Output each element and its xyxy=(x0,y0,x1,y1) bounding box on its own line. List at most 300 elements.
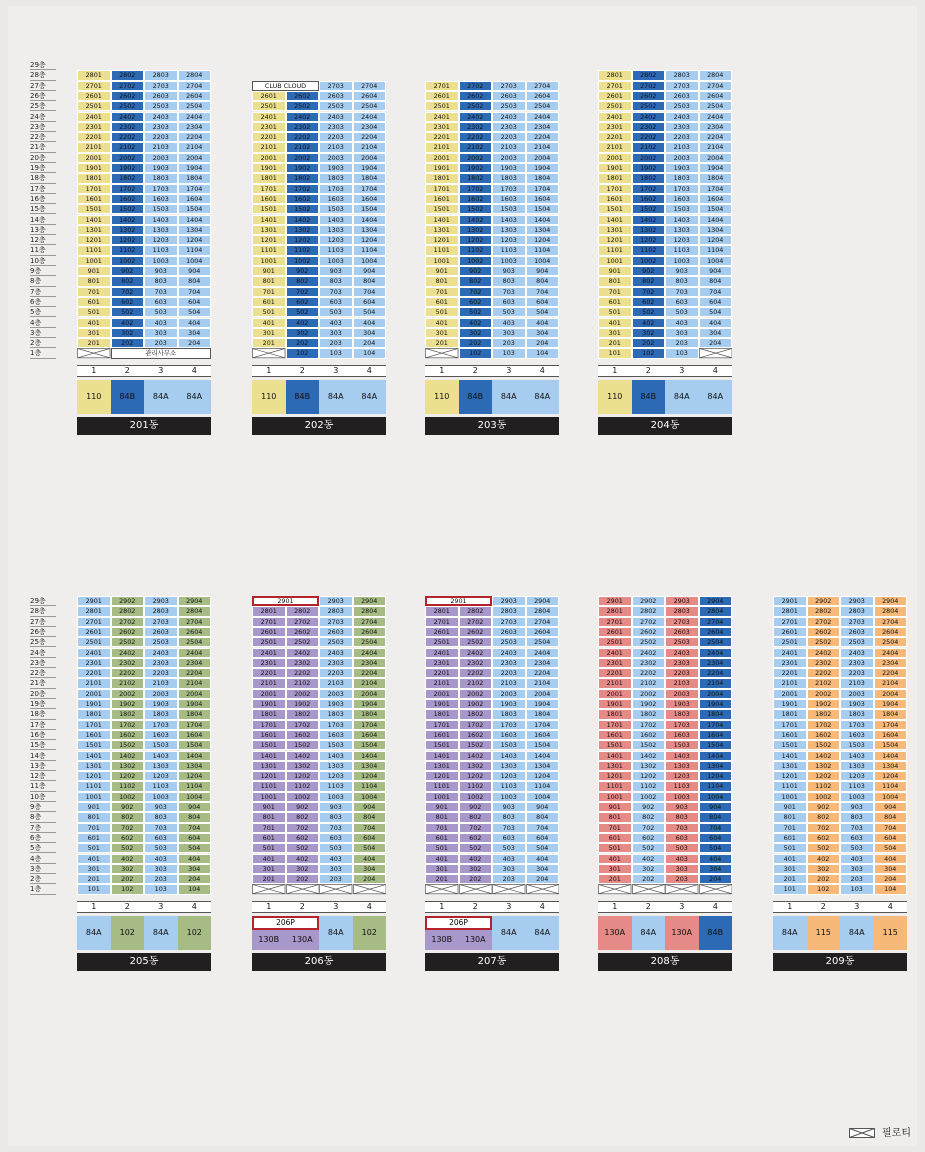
unit-cell: 603 xyxy=(144,297,178,307)
unit-cell: 402 xyxy=(286,318,320,328)
unit-cell: 302 xyxy=(111,328,145,338)
unit-cell: 1902 xyxy=(632,163,666,173)
unit-cell: 1304 xyxy=(874,761,908,771)
unit-cell: 1504 xyxy=(526,204,560,214)
unit-cell: 1404 xyxy=(699,751,733,761)
unit-cell: 1301 xyxy=(77,225,111,235)
unit-cell: 2304 xyxy=(526,658,560,668)
unit-cell: 2201 xyxy=(77,132,111,142)
unit-cell: 1802 xyxy=(111,709,145,719)
floor-label: 9층 xyxy=(30,802,56,812)
penthouse-type: 206P xyxy=(425,916,492,930)
unit-cell: 1401 xyxy=(77,215,111,225)
unit-cell: 1301 xyxy=(598,225,632,235)
unit-cell: 1701 xyxy=(77,184,111,194)
unit-cell: 101 xyxy=(598,348,632,358)
unit-cell: 2903 xyxy=(492,596,526,606)
unit-cell: 904 xyxy=(178,802,212,812)
unit-cell: 2301 xyxy=(598,658,632,668)
unit-cell: 2802 xyxy=(632,606,666,616)
unit-cell: 1502 xyxy=(286,204,320,214)
unit-cell: 301 xyxy=(598,864,632,874)
unit-cell: 401 xyxy=(598,854,632,864)
unit-cell: 2803 xyxy=(665,70,699,80)
unit-cell: 701 xyxy=(77,823,111,833)
unit-cell: 1801 xyxy=(425,709,459,719)
unit-type: 84A xyxy=(353,380,387,414)
unit-cell: 1002 xyxy=(111,256,145,266)
unit-cell: 703 xyxy=(665,823,699,833)
line-number: 4 xyxy=(191,365,197,375)
unit-cell: 2002 xyxy=(286,689,320,699)
unit-cell: 1501 xyxy=(598,204,632,214)
unit-cell: 2003 xyxy=(492,689,526,699)
unit-cell: 2201 xyxy=(425,132,459,142)
building-name: 209동 xyxy=(773,953,907,971)
unit-cell: 2302 xyxy=(632,658,666,668)
unit-cell: 2302 xyxy=(111,658,145,668)
unit-cell: 2703 xyxy=(665,617,699,627)
unit-cell: 1702 xyxy=(286,720,320,730)
unit-cell: 702 xyxy=(632,823,666,833)
unit-cell: 2101 xyxy=(773,678,807,688)
unit-cell: 2701 xyxy=(773,617,807,627)
unit-cell: 1003 xyxy=(319,256,353,266)
unit-cell: 1101 xyxy=(598,781,632,791)
unit-cell: 2103 xyxy=(319,142,353,152)
unit-cell: 1902 xyxy=(807,699,841,709)
unit-cell: 1203 xyxy=(492,771,526,781)
line-number: 1 xyxy=(787,901,793,911)
floor-label: 20층 xyxy=(30,689,56,699)
unit-cell: 2302 xyxy=(286,122,320,132)
unit-cell: 2101 xyxy=(425,142,459,152)
unit-cell: 2303 xyxy=(319,122,353,132)
unit-cell: 1201 xyxy=(252,235,286,245)
unit-cell: 2303 xyxy=(665,658,699,668)
unit-cell: 301 xyxy=(252,328,286,338)
unit-cell: 2203 xyxy=(492,668,526,678)
unit-cell: 903 xyxy=(144,802,178,812)
unit-cell: 1701 xyxy=(252,720,286,730)
unit-cell: 1304 xyxy=(353,225,387,235)
unit-cell: 1904 xyxy=(699,699,733,709)
unit-type: 84A xyxy=(632,916,666,950)
unit-cell: 1201 xyxy=(77,771,111,781)
unit-cell: 2303 xyxy=(840,658,874,668)
unit-cell: 2401 xyxy=(425,648,459,658)
unit-cell: 1904 xyxy=(178,699,212,709)
unit-cell: 2104 xyxy=(526,678,560,688)
unit-cell: 2702 xyxy=(459,617,493,627)
unit-cell: 1203 xyxy=(840,771,874,781)
unit-cell: 2104 xyxy=(353,142,387,152)
unit-cell: 2201 xyxy=(252,132,286,142)
unit-cell: 1604 xyxy=(526,194,560,204)
unit-cell: 2001 xyxy=(425,153,459,163)
unit-cell: 1601 xyxy=(598,730,632,740)
unit-cell: 2204 xyxy=(178,668,212,678)
unit-cell: 804 xyxy=(526,276,560,286)
unit-cell: 703 xyxy=(144,287,178,297)
unit-cell: 1304 xyxy=(178,225,212,235)
unit-cell: 2502 xyxy=(807,637,841,647)
unit-cell: 703 xyxy=(665,287,699,297)
unit-cell: 2302 xyxy=(807,658,841,668)
unit-cell: 1502 xyxy=(459,204,493,214)
unit-cell: 1902 xyxy=(111,699,145,709)
unit-cell: 2403 xyxy=(492,112,526,122)
unit-cell: 1401 xyxy=(77,751,111,761)
unit-cell: 2604 xyxy=(699,627,733,637)
unit-cell: 2003 xyxy=(665,689,699,699)
unit-cell: 2304 xyxy=(699,658,733,668)
unit-cell: 1302 xyxy=(111,225,145,235)
line-number: 1 xyxy=(612,901,618,911)
floor-label: 27층 xyxy=(30,81,56,91)
unit-cell: 2904 xyxy=(178,596,212,606)
floor-label: 9층 xyxy=(30,266,56,276)
unit-cell: 1301 xyxy=(425,225,459,235)
unit-cell: 2803 xyxy=(144,70,178,80)
unit-cell: 2504 xyxy=(874,637,908,647)
unit-cell: 2902 xyxy=(111,596,145,606)
unit-cell: 501 xyxy=(77,307,111,317)
unit-cell: 2103 xyxy=(665,142,699,152)
unit-cell: 701 xyxy=(598,823,632,833)
unit-cell: 1602 xyxy=(111,730,145,740)
unit-cell: 1001 xyxy=(425,792,459,802)
unit-cell: 2504 xyxy=(178,637,212,647)
unit-cell: 1402 xyxy=(111,751,145,761)
unit-cell: 2004 xyxy=(526,689,560,699)
unit-cell: 604 xyxy=(178,297,212,307)
unit-cell: 301 xyxy=(425,328,459,338)
unit-cell: 901 xyxy=(77,802,111,812)
unit-cell: 1204 xyxy=(178,235,212,245)
unit-cell: 1902 xyxy=(459,699,493,709)
unit-cell: 1503 xyxy=(319,204,353,214)
unit-cell: 2401 xyxy=(598,112,632,122)
unit-cell: 2402 xyxy=(632,112,666,122)
unit-cell: 2703 xyxy=(319,81,353,91)
unit-cell: 2304 xyxy=(353,658,387,668)
unit-cell: 1604 xyxy=(178,194,212,204)
unit-cell: 304 xyxy=(178,328,212,338)
unit-cell: 1704 xyxy=(699,184,733,194)
floor-label: 3층 xyxy=(30,328,56,338)
unit-type: 130A xyxy=(598,916,632,950)
unit-cell: 303 xyxy=(319,328,353,338)
unit-cell: 904 xyxy=(178,266,212,276)
unit-cell: 2501 xyxy=(598,101,632,111)
penthouse-type: 206P xyxy=(252,916,319,930)
unit-cell: 2001 xyxy=(598,153,632,163)
unit-cell: 1801 xyxy=(598,709,632,719)
unit-cell: 2404 xyxy=(526,112,560,122)
line-number: 4 xyxy=(366,901,372,911)
unit-cell: 1603 xyxy=(319,194,353,204)
unit-cell: 1204 xyxy=(353,235,387,245)
piloti-cell xyxy=(252,348,286,358)
unit-cell: 1702 xyxy=(459,720,493,730)
line-numbers xyxy=(598,365,732,377)
unit-cell: 202 xyxy=(807,874,841,884)
unit-cell: 2502 xyxy=(286,637,320,647)
line-number: 3 xyxy=(679,365,685,375)
unit-cell: 1901 xyxy=(598,699,632,709)
unit-cell: 2902 xyxy=(807,596,841,606)
unit-cell: 603 xyxy=(840,833,874,843)
unit-cell: 804 xyxy=(353,276,387,286)
unit-type: 84B xyxy=(699,916,733,950)
unit-cell: 404 xyxy=(699,854,733,864)
unit-cell: 502 xyxy=(286,843,320,853)
unit-cell: 2603 xyxy=(492,91,526,101)
unit-cell: 503 xyxy=(319,843,353,853)
unit-cell: 602 xyxy=(111,297,145,307)
unit-cell: 1301 xyxy=(598,761,632,771)
unit-cell: 301 xyxy=(77,328,111,338)
unit-cell: 2202 xyxy=(459,668,493,678)
unit-cell: 1803 xyxy=(840,709,874,719)
unit-cell: 603 xyxy=(319,833,353,843)
unit-cell: 1804 xyxy=(526,173,560,183)
unit-cell: 804 xyxy=(699,812,733,822)
unit-cell: 1002 xyxy=(459,256,493,266)
unit-cell: 2202 xyxy=(632,132,666,142)
line-number: 1 xyxy=(91,901,97,911)
unit-cell: 402 xyxy=(632,318,666,328)
unit-cell: 601 xyxy=(77,297,111,307)
unit-types xyxy=(598,380,732,414)
unit-cell: 104 xyxy=(874,884,908,894)
unit-cell: 1102 xyxy=(632,781,666,791)
unit-cell: 203 xyxy=(319,874,353,884)
unit-cell: 401 xyxy=(252,318,286,328)
unit-cell: 1703 xyxy=(144,720,178,730)
unit-cell: 702 xyxy=(807,823,841,833)
unit-cell: 2402 xyxy=(286,648,320,658)
unit-cell: 2502 xyxy=(459,637,493,647)
unit-cell: 503 xyxy=(144,307,178,317)
unit-cell: 1103 xyxy=(319,245,353,255)
unit-cell: 601 xyxy=(425,297,459,307)
unit-cell: 1901 xyxy=(252,699,286,709)
unit-cell: 2204 xyxy=(699,668,733,678)
unit-cell: 904 xyxy=(526,802,560,812)
unit-cell: 604 xyxy=(526,297,560,307)
unit-cell: 2704 xyxy=(699,81,733,91)
unit-cell: 2401 xyxy=(77,648,111,658)
unit-cell: 2102 xyxy=(807,678,841,688)
unit-cell: 401 xyxy=(252,854,286,864)
unit-cell: 1501 xyxy=(598,740,632,750)
unit-cell: 1103 xyxy=(840,781,874,791)
unit-cell: 301 xyxy=(252,864,286,874)
unit-cell: 1402 xyxy=(459,751,493,761)
unit-cell: 2801 xyxy=(252,606,286,616)
line-number: 2 xyxy=(820,901,826,911)
unit-cell: 1603 xyxy=(492,730,526,740)
unit-cell: 1201 xyxy=(252,771,286,781)
unit-cell: 2703 xyxy=(144,617,178,627)
unit-cell: 304 xyxy=(178,864,212,874)
floor-label: 28층 xyxy=(30,606,56,616)
unit-cell: 1701 xyxy=(425,184,459,194)
unit-cell: 2801 xyxy=(77,606,111,616)
unit-type: 130A xyxy=(286,930,320,950)
unit-type: 84A xyxy=(840,916,874,950)
floor-label: 22층 xyxy=(30,668,56,678)
unit-type: 110 xyxy=(598,380,632,414)
unit-cell: 1601 xyxy=(77,730,111,740)
unit-cell: 2204 xyxy=(874,668,908,678)
unit-cell: 2602 xyxy=(632,91,666,101)
unit-cell: 1003 xyxy=(492,792,526,802)
unit-cell: 902 xyxy=(111,802,145,812)
unit-cell: 2202 xyxy=(459,132,493,142)
unit-cell: 2903 xyxy=(319,596,353,606)
unit-cell: 802 xyxy=(286,812,320,822)
unit-cell: 201 xyxy=(77,338,111,348)
unit-cell: 1001 xyxy=(77,256,111,266)
unit-cell: 1101 xyxy=(77,781,111,791)
unit-cell: 2702 xyxy=(632,617,666,627)
floor-label: 18층 xyxy=(30,709,56,719)
unit-cell: 802 xyxy=(807,812,841,822)
unit-cell: 903 xyxy=(319,266,353,276)
floor-label: 14층 xyxy=(30,215,56,225)
unit-cell: 702 xyxy=(111,287,145,297)
unit-cell: 204 xyxy=(699,338,733,348)
floor-label: 13층 xyxy=(30,761,56,771)
unit-cell: 2203 xyxy=(665,668,699,678)
unit-cell: 1003 xyxy=(144,792,178,802)
line-number: 3 xyxy=(158,365,164,375)
unit-cell: 1804 xyxy=(178,173,212,183)
unit-cell: 604 xyxy=(699,833,733,843)
building-name: 203동 xyxy=(425,417,559,435)
legend xyxy=(849,1124,911,1139)
unit-cell: 2101 xyxy=(77,142,111,152)
unit-type: 130B xyxy=(252,930,286,950)
line-number: 4 xyxy=(539,365,545,375)
unit-cell: 2004 xyxy=(526,153,560,163)
unit-cell: 2701 xyxy=(598,81,632,91)
unit-cell: 202 xyxy=(286,874,320,884)
unit-cell: 1003 xyxy=(319,792,353,802)
unit-cell: 2804 xyxy=(178,70,212,80)
unit-cell: 2403 xyxy=(144,648,178,658)
unit-cell: 2804 xyxy=(699,70,733,80)
unit-cell: 2403 xyxy=(665,648,699,658)
unit-cell: 1401 xyxy=(425,215,459,225)
unit-cell: 1502 xyxy=(111,204,145,214)
unit-cell: 1001 xyxy=(252,256,286,266)
unit-cell: 902 xyxy=(807,802,841,812)
unit-cell: 304 xyxy=(874,864,908,874)
unit-cell: 802 xyxy=(459,812,493,822)
unit-cell: 1303 xyxy=(319,225,353,235)
unit-cell: 2604 xyxy=(353,91,387,101)
unit-cell: 2504 xyxy=(353,637,387,647)
unit-cell: 1503 xyxy=(665,740,699,750)
unit-cell: 1001 xyxy=(598,792,632,802)
unit-cell: 801 xyxy=(77,812,111,822)
unit-cell: 1103 xyxy=(492,245,526,255)
unit-cell: 1904 xyxy=(526,163,560,173)
unit-cell: 2002 xyxy=(459,689,493,699)
unit-cell: 2402 xyxy=(807,648,841,658)
unit-cell: 1401 xyxy=(598,751,632,761)
unit-cell: 704 xyxy=(178,287,212,297)
unit-cell: 1603 xyxy=(492,194,526,204)
unit-cell: 101 xyxy=(773,884,807,894)
unit-cell: 503 xyxy=(144,843,178,853)
unit-type: 84B xyxy=(632,380,666,414)
unit-cell: 1202 xyxy=(459,235,493,245)
unit-cell: 903 xyxy=(665,266,699,276)
unit-cell: 2103 xyxy=(492,678,526,688)
unit-cell: 2301 xyxy=(77,122,111,132)
unit-cell: 2904 xyxy=(526,596,560,606)
unit-cell: 2602 xyxy=(459,91,493,101)
unit-type: 84A xyxy=(773,916,807,950)
unit-cell: 2304 xyxy=(178,122,212,132)
unit-types xyxy=(773,916,907,950)
unit-type: 84A xyxy=(178,380,212,414)
unit-cell: 302 xyxy=(286,328,320,338)
unit-cell: 2604 xyxy=(526,91,560,101)
unit-cell: 502 xyxy=(459,843,493,853)
unit-cell: 603 xyxy=(319,297,353,307)
unit-cell: 802 xyxy=(111,276,145,286)
unit-cell: 701 xyxy=(425,287,459,297)
unit-cell: 402 xyxy=(111,318,145,328)
unit-cell: 2201 xyxy=(773,668,807,678)
unit-cell: 104 xyxy=(526,348,560,358)
unit-cell: 1804 xyxy=(353,173,387,183)
unit-cell: 1802 xyxy=(286,173,320,183)
unit-cell: 1504 xyxy=(874,740,908,750)
unit-cell: 1803 xyxy=(319,173,353,183)
unit-cell: 803 xyxy=(144,276,178,286)
unit-cell: 301 xyxy=(77,864,111,874)
unit-cell: 1202 xyxy=(459,771,493,781)
unit-cell: 1002 xyxy=(807,792,841,802)
club-cloud-label: CLUB CLOUD xyxy=(252,81,319,91)
unit-cell: 1003 xyxy=(665,792,699,802)
unit-cell: 1203 xyxy=(144,771,178,781)
line-number: 2 xyxy=(124,365,130,375)
unit-cell: 1602 xyxy=(632,194,666,204)
building-name: 206동 xyxy=(252,953,386,971)
unit-cell: 604 xyxy=(526,833,560,843)
unit-cell: 2003 xyxy=(319,689,353,699)
unit-cell: 2102 xyxy=(459,142,493,152)
floor-label: 10층 xyxy=(30,256,56,266)
unit-cell: 601 xyxy=(252,833,286,843)
floor-label: 20층 xyxy=(30,153,56,163)
unit-cell: 602 xyxy=(632,297,666,307)
unit-cell: 2103 xyxy=(492,142,526,152)
unit-cell: 2602 xyxy=(286,91,320,101)
unit-cell: 2101 xyxy=(252,142,286,152)
unit-cell: 2701 xyxy=(598,617,632,627)
unit-cell: 1101 xyxy=(425,781,459,791)
unit-cell: 501 xyxy=(773,843,807,853)
